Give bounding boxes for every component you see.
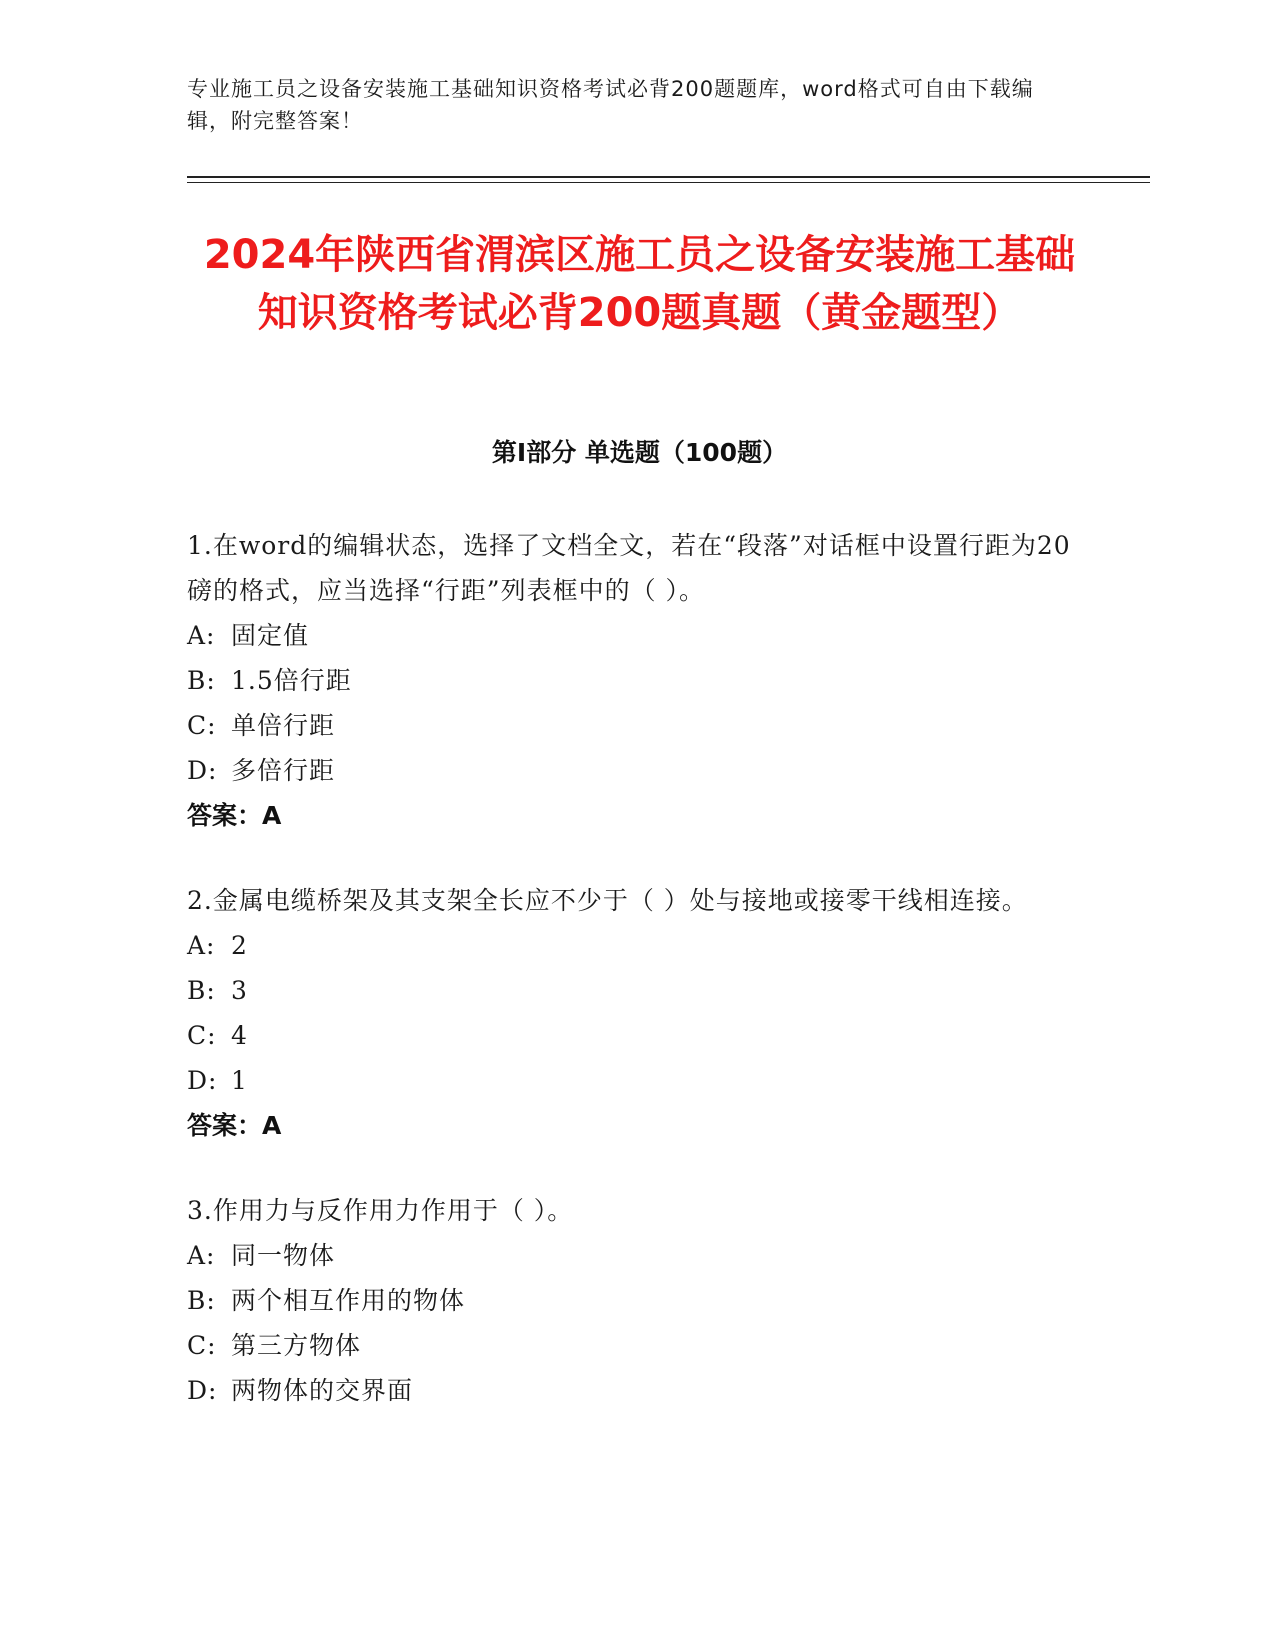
option-key: B: [187, 976, 216, 1005]
option-c [187, 703, 1072, 748]
option-key: D: [187, 756, 218, 785]
option-c [187, 1323, 1072, 1368]
option-key: C: [187, 1021, 217, 1050]
option-d [187, 1368, 1072, 1413]
option-key: D: [187, 1376, 218, 1405]
option-text: 1 [231, 1066, 248, 1095]
option-key: D: [187, 1066, 218, 1095]
option-a [187, 923, 1072, 968]
question-list [187, 523, 1072, 1453]
option-c [187, 1013, 1072, 1058]
option-key: A: [187, 1241, 216, 1270]
option-a [187, 613, 1072, 658]
answer: 答案：A [187, 1111, 282, 1140]
question-3 [187, 1188, 1072, 1413]
header-divider-thin [187, 182, 1150, 183]
header-divider-thick [187, 176, 1150, 178]
option-text: 单倍行距 [231, 711, 336, 740]
option-key: C: [187, 1331, 217, 1360]
option-d [187, 1058, 1072, 1103]
option-b [187, 968, 1072, 1013]
section-title: 第I部分 单选题（100题） [491, 438, 788, 467]
option-b [187, 658, 1072, 703]
question-1 [187, 523, 1072, 838]
option-text: 4 [231, 1021, 248, 1050]
option-text: 两物体的交界面 [231, 1376, 414, 1405]
option-d [187, 748, 1072, 793]
question-stem: 2.金属电缆桥架及其支架全长应不少于（ ）处与接地或接零干线相连接。 [187, 886, 1028, 915]
document-title: 2024年陕西省渭滨区施工员之设备安装施工基础知识资格考试必背200题真题（黄金题型） [203, 232, 1076, 336]
question-2 [187, 878, 1072, 1148]
option-text: 两个相互作用的物体 [231, 1286, 466, 1315]
option-text: 同一物体 [231, 1241, 336, 1270]
question-stem: 1.在word的编辑状态，选择了文档全文，若在“段落”对话框中设置行距为20磅的格式，应当选择“行距”列表框中的（ ）。 [187, 531, 1071, 605]
option-text: 固定值 [231, 621, 310, 650]
option-text: 多倍行距 [231, 756, 336, 785]
option-text: 第三方物体 [231, 1331, 362, 1360]
option-text: 1.5倍行距 [231, 666, 352, 695]
option-key: B: [187, 666, 216, 695]
option-key: A: [187, 621, 216, 650]
option-b [187, 1278, 1072, 1323]
option-key: C: [187, 711, 217, 740]
answer: 答案：A [187, 801, 282, 830]
option-key: B: [187, 1286, 216, 1315]
option-a [187, 1233, 1072, 1278]
header-note: 专业施工员之设备安装施工基础知识资格考试必背200题题库，word格式可自由下载编辑，附完整答案！ [187, 77, 1034, 133]
question-stem: 3.作用力与反作用力作用于（ ）。 [187, 1196, 574, 1225]
option-text: 2 [231, 931, 248, 960]
option-key: A: [187, 931, 216, 960]
option-text: 3 [231, 976, 248, 1005]
